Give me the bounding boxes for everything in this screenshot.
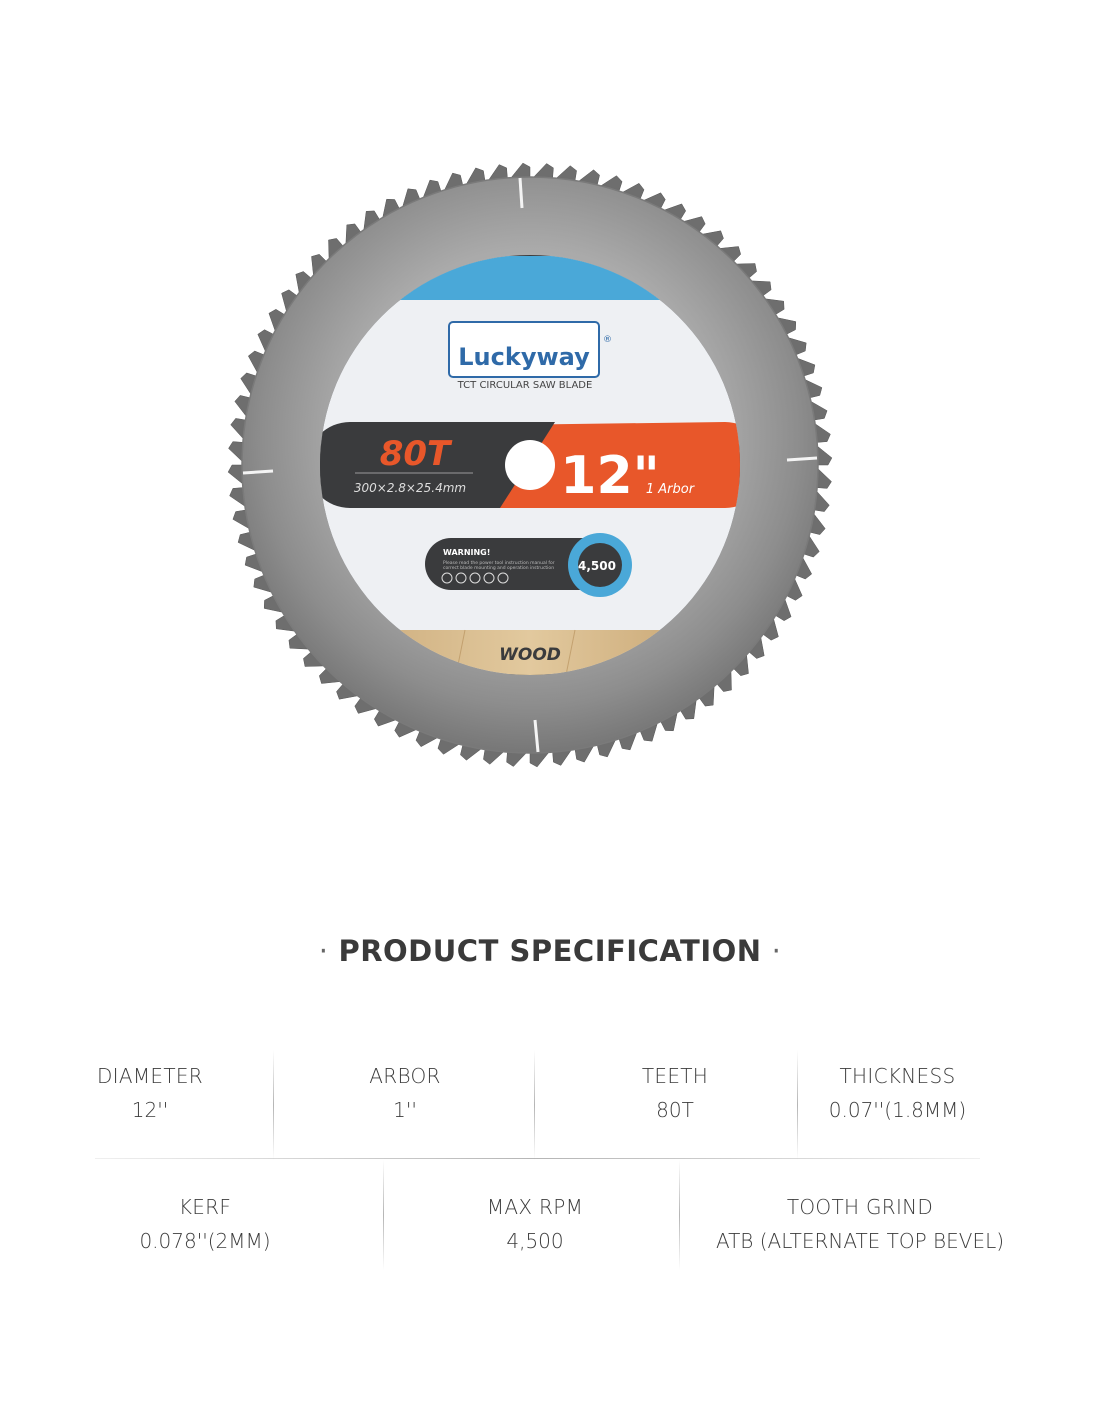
arbor-label: 1 Arbor	[645, 482, 695, 497]
arbor-hole	[505, 440, 555, 490]
spec-max-rpm: MAX RPM 4,500	[486, 1195, 584, 1253]
warning-text: Please read the power tool instruction manual for	[443, 561, 555, 566]
warning-text: correct blade mounting and operation instruction	[443, 566, 555, 571]
divider	[383, 1160, 384, 1270]
size-label: 12"	[560, 446, 660, 506]
warning-title: WARNING!	[443, 548, 491, 557]
expansion-slot	[787, 458, 817, 460]
spec-arbor: ARBOR 1''	[369, 1064, 441, 1122]
spec-thickness: THICKNESS 0.07''(1.8MM)	[828, 1064, 967, 1122]
brand-logo: Luckyway	[458, 343, 590, 371]
dimensions-label: 300×2.8×25.4mm	[353, 481, 467, 495]
divider	[534, 1050, 535, 1160]
spec-title: · PRODUCT SPECIFICATION ·	[318, 934, 782, 968]
divider	[797, 1050, 798, 1160]
expansion-slot	[243, 471, 273, 473]
material-label: WOOD	[499, 645, 561, 665]
svg-text:®: ®	[603, 335, 612, 345]
teeth-label: 80T	[379, 434, 451, 474]
divider	[95, 1158, 980, 1159]
product-type: TCT CIRCULAR SAW BLADE	[457, 380, 593, 391]
spec-kerf: KERF 0.078''(2MM)	[139, 1195, 271, 1253]
divider	[273, 1050, 274, 1160]
spec-teeth: TEETH 80T	[641, 1064, 709, 1122]
divider	[679, 1160, 680, 1270]
expansion-slot	[520, 178, 522, 208]
saw-blade-image	[225, 160, 835, 770]
rpm-badge: 4,500	[578, 559, 616, 573]
spec-tooth-grind: TOOTH GRIND ATB (ALTERNATE TOP BEVEL)	[715, 1195, 1005, 1253]
spec-diameter: DIAMETER 12''	[96, 1064, 204, 1122]
